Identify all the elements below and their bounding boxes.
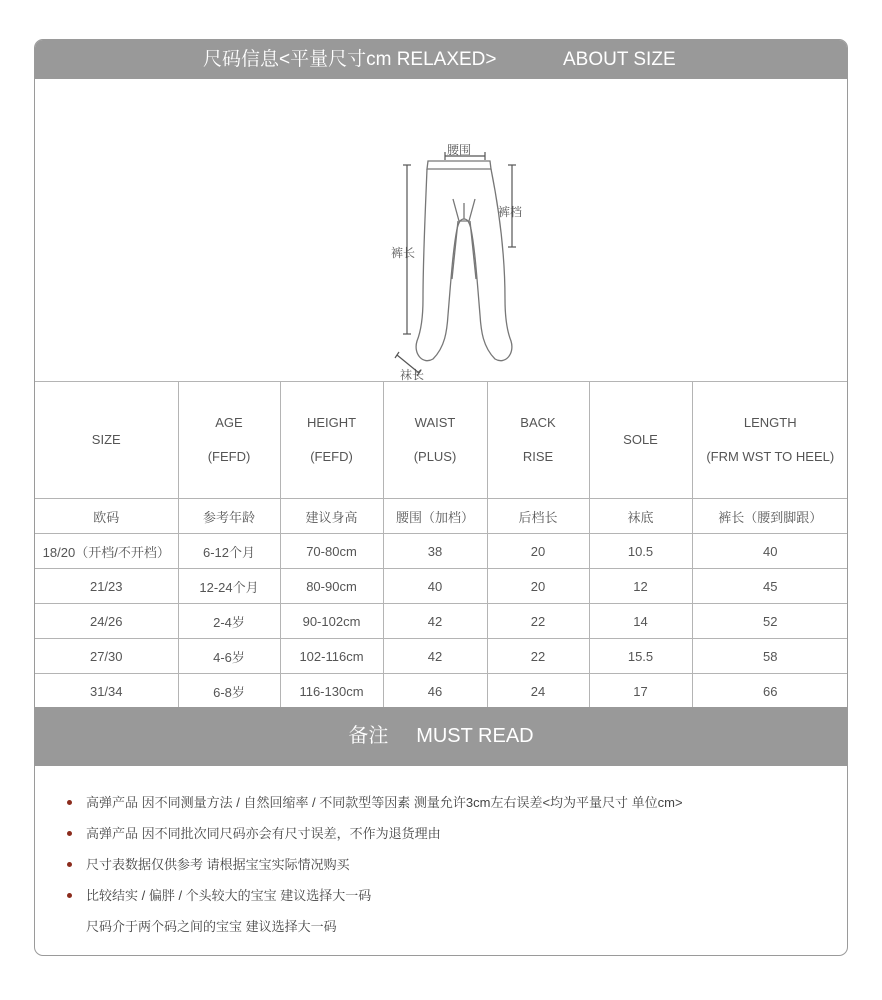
table-cell: 18/20（开档/不开档） — [35, 534, 178, 569]
cn-header-cell: 后档长 — [487, 499, 589, 534]
table-cell: 42 — [383, 604, 487, 639]
note-item — [67, 792, 683, 823]
table-cell: 102-116cm — [280, 639, 383, 674]
cn-header-cell: 参考年龄 — [178, 499, 280, 534]
table-cell: 2-4岁 — [178, 604, 280, 639]
tights-illustration — [35, 79, 848, 381]
cn-header-cell: 腰围（加档） — [383, 499, 487, 534]
table-cell: 12-24个月 — [178, 569, 280, 604]
table-cell: 45 — [692, 569, 848, 604]
note-item — [67, 823, 683, 854]
note-item — [67, 854, 683, 885]
bullet-icon — [67, 800, 72, 805]
table-cell: 24/26 — [35, 604, 178, 639]
table-cell: 14 — [589, 604, 692, 639]
table-cell: 17 — [589, 674, 692, 709]
table-cell: 66 — [692, 674, 848, 709]
bullet-icon — [67, 831, 72, 836]
table-row — [35, 639, 848, 674]
table-cell: 6-12个月 — [178, 534, 280, 569]
table-cell: 22 — [487, 639, 589, 674]
must-read-title-en: MUST READ — [416, 725, 534, 747]
table-cell: 21/23 — [35, 569, 178, 604]
table-cell: 20 — [487, 569, 589, 604]
table-cell: 10.5 — [589, 534, 692, 569]
table-cell: 12 — [589, 569, 692, 604]
note-text: 高弹产品 因不同批次同尺码亦会有尺寸误差，不作为退货理由 — [86, 826, 441, 841]
table-cell: 40 — [692, 534, 848, 569]
sock-label: 袜长 — [400, 368, 425, 382]
table-row — [35, 604, 848, 639]
note-text: 尺码介于两个码之间的宝宝 建议选择大一码 — [86, 919, 337, 934]
table-cell: 6-8岁 — [178, 674, 280, 709]
table-cell: 90-102cm — [280, 604, 383, 639]
col-header-height: HEIGHT (FEFD) — [280, 382, 383, 499]
cn-header-cell: 欧码 — [35, 499, 178, 534]
cn-header-cell: 袜底 — [589, 499, 692, 534]
tights-outline — [416, 169, 512, 361]
note-item — [67, 885, 683, 916]
table-cell: 58 — [692, 639, 848, 674]
must-read-title-cn: 备注 — [348, 725, 389, 747]
col-header-size: SIZE — [35, 382, 178, 499]
size-info-header — [35, 40, 847, 79]
note-item — [67, 916, 683, 947]
table-cell: 46 — [383, 674, 487, 709]
col-header-sole: SOLE — [589, 382, 692, 499]
table-cell: 22 — [487, 604, 589, 639]
table-cell: 27/30 — [35, 639, 178, 674]
table-cell: 20 — [487, 534, 589, 569]
notes-list — [67, 792, 683, 947]
bullet-icon — [67, 862, 72, 867]
table-row — [35, 534, 848, 569]
table-row — [35, 569, 848, 604]
table-cell: 15.5 — [589, 639, 692, 674]
col-header-age: AGE (FEFD) — [178, 382, 280, 499]
cn-header-cell: 裤长（腰到脚跟） — [692, 499, 848, 534]
col-header-length: LENGTH (FRM WST TO HEEL) — [692, 382, 848, 499]
note-text: 高弹产品 因不同测量方法 / 自然回缩率 / 不同款型等因素 测量允许3cm左右误差<均为平量尺寸 单位cm> — [86, 795, 683, 810]
table-cn-header-row — [35, 499, 848, 534]
table-row — [35, 674, 848, 709]
table-cell: 116-130cm — [280, 674, 383, 709]
rise-label: 裤档 — [498, 205, 523, 219]
note-text: 尺寸表数据仅供参考 请根据宝宝实际情况购买 — [86, 857, 350, 872]
table-cell: 31/34 — [35, 674, 178, 709]
table-cell: 52 — [692, 604, 848, 639]
table-cell: 4-6岁 — [178, 639, 280, 674]
col-header-waist: WAIST (PLUS) — [383, 382, 487, 499]
tights-diagram — [35, 79, 847, 381]
length-label: 裤长 — [391, 246, 416, 260]
size-table — [35, 381, 848, 709]
table-cell: 38 — [383, 534, 487, 569]
table-cell: 70-80cm — [280, 534, 383, 569]
waistband-outline — [427, 161, 491, 169]
waist-label: 腰围 — [447, 143, 472, 157]
must-read-banner — [35, 707, 847, 766]
bullet-icon — [67, 893, 72, 898]
header-title-cn: 尺码信息<平量尺寸cm RELAXED> — [203, 49, 497, 70]
table-cell: 80-90cm — [280, 569, 383, 604]
header-title-en: ABOUT SIZE — [563, 49, 676, 70]
col-header-back-rise: BACK RISE — [487, 382, 589, 499]
size-info-card — [34, 39, 848, 956]
cn-header-cell: 建议身高 — [280, 499, 383, 534]
table-cell: 40 — [383, 569, 487, 604]
table-cell: 24 — [487, 674, 589, 709]
note-text: 比较结实 / 偏胖 / 个头较大的宝宝 建议选择大一码 — [86, 888, 372, 903]
table-header-row — [35, 382, 848, 499]
table-cell: 42 — [383, 639, 487, 674]
